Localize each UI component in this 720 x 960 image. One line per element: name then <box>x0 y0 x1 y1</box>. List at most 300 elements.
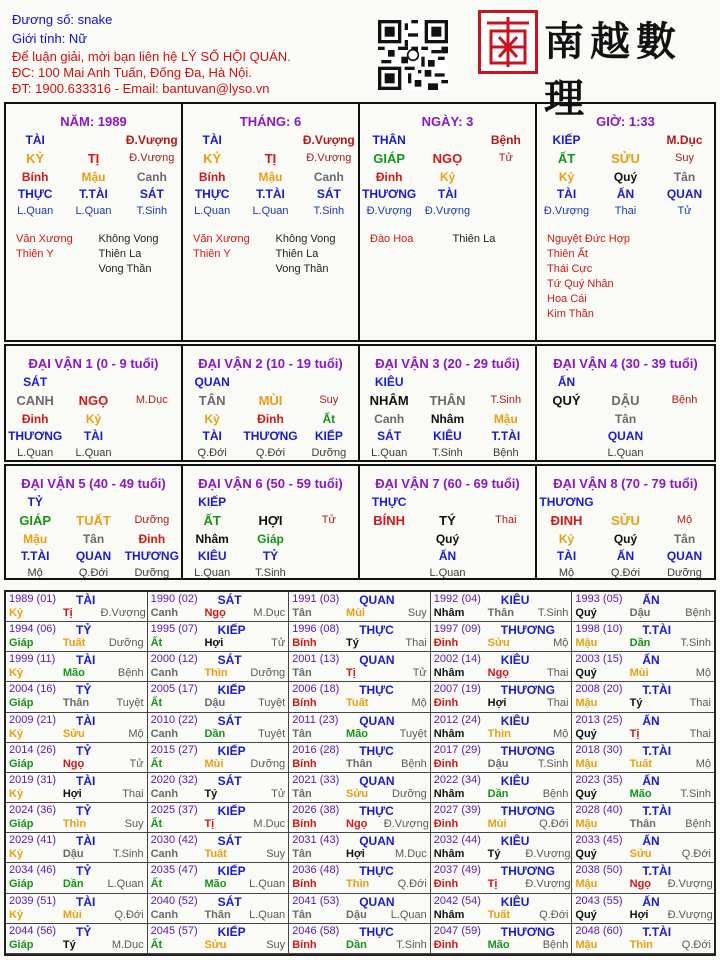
year-label: 2033 (45) <box>575 834 623 847</box>
year-label: 2006 (18) <box>292 683 340 696</box>
pillar-god: TÀI <box>202 133 222 147</box>
star: Thiên La <box>275 248 319 260</box>
luck-gods-row <box>360 429 535 443</box>
year-cell <box>148 803 290 833</box>
year-label: 1994 (06) <box>9 623 57 636</box>
year-label: 2018 (30) <box>575 743 623 756</box>
year-stem: Nhâm <box>433 848 465 861</box>
four-pillars <box>4 102 716 342</box>
year-label: 2017 (29) <box>433 743 481 756</box>
luck-stem: CANH <box>16 393 54 408</box>
year-cell <box>572 833 714 863</box>
hidden-god: THƯƠNG <box>243 429 298 443</box>
year-god: KIÊU <box>500 773 530 788</box>
year-detail <box>9 818 144 830</box>
luck-title: ĐẠI VẬN 2 (10 - 19 tuổi) <box>198 356 343 371</box>
luck-stem-branch-row <box>6 512 181 529</box>
pillar-stem: ẤT <box>557 151 576 166</box>
year-cell <box>148 743 290 773</box>
hidden-stem <box>360 532 418 546</box>
luck-stages-row <box>6 566 181 578</box>
hidden-god: T.TÀI <box>20 549 50 563</box>
hidden-god: TÀI <box>437 187 458 201</box>
year-detail <box>434 607 569 619</box>
year-stage: T.Sinh <box>396 938 427 951</box>
pillar-stem-branch-row <box>183 150 358 167</box>
pillar-state: Đ.Vượng <box>125 133 178 147</box>
year-god: ẤN <box>642 834 660 849</box>
pillar-title: GIỜ: 1:33 <box>596 114 655 129</box>
year-branch: Mùi <box>487 818 507 831</box>
year-branch: Hợi <box>204 637 224 650</box>
year-branch: Sửu <box>204 938 227 951</box>
hidden-god: THỰC <box>194 187 230 201</box>
spacer <box>477 375 535 389</box>
hidden-stem: Kỷ <box>439 170 456 184</box>
year-label: 2044 (56) <box>9 924 57 937</box>
year-cell <box>289 622 431 652</box>
year-cell <box>572 713 714 743</box>
luck-god: SÁT <box>23 375 48 389</box>
hidden-stem: Canh <box>313 170 344 184</box>
year-cell <box>572 863 714 893</box>
year-stage: Suy <box>266 848 286 861</box>
year-detail <box>151 939 286 951</box>
year-cell <box>431 773 573 803</box>
year-cell <box>289 682 431 712</box>
year-label: 2007 (19) <box>433 683 481 696</box>
year-label: 1990 (02) <box>150 593 198 605</box>
hidden-god: ẤN <box>616 549 635 563</box>
year-god: SÁT <box>217 653 242 668</box>
year-stem: Đinh <box>433 938 459 951</box>
year-stage: Thai <box>122 787 144 800</box>
year-label: 2009 (21) <box>9 713 57 726</box>
year-stage: L.Quan <box>249 908 286 921</box>
year-stage: Thai <box>405 637 427 650</box>
year-stage: Đ.Vượng <box>100 607 146 619</box>
year-god: KIẾP <box>217 804 246 819</box>
year-stem: Tân <box>292 848 312 861</box>
star: Nguyệt Đức Hợp <box>547 233 631 245</box>
year-label: 2035 (47) <box>150 864 198 877</box>
pillar-branch: NGỌ <box>432 151 463 166</box>
year-stem: Mậu <box>575 878 598 891</box>
stage: Dưỡng <box>311 447 347 459</box>
year-cell <box>572 682 714 712</box>
year-label: 2037 (49) <box>433 864 481 877</box>
hidden-god <box>537 429 596 443</box>
year-detail <box>292 939 427 951</box>
spacer <box>655 495 714 509</box>
luck-stem-branch-row <box>360 512 535 529</box>
hidden-god: KIẾP <box>314 429 343 443</box>
year-stem: Quý <box>575 848 597 861</box>
year-god: T.TÀI <box>642 623 672 638</box>
year-label: 2013 (25) <box>575 713 623 726</box>
spacer <box>596 495 655 509</box>
year-detail <box>292 878 427 890</box>
luck-god: KIẾP <box>198 495 227 509</box>
year-label: 2026 (38) <box>292 804 340 817</box>
year-detail <box>434 697 569 709</box>
year-god: THỰC <box>359 623 394 638</box>
spacer <box>123 375 181 389</box>
year-label: 2024 (36) <box>9 804 57 817</box>
year-cell <box>431 743 573 773</box>
year-god: TỶ <box>76 743 92 758</box>
pillar-branch: TỊ <box>87 151 100 166</box>
year-cell <box>148 652 290 682</box>
pillar-stem: KỶ <box>203 151 222 166</box>
stage <box>477 566 535 578</box>
spacer <box>241 375 299 389</box>
year-label: 2003 (15) <box>575 653 623 666</box>
year-label: 2015 (27) <box>150 743 198 756</box>
spacer <box>418 133 476 147</box>
luck-branch: HỢI <box>258 513 283 528</box>
year-cell <box>148 713 290 743</box>
stage: Q.Đới <box>197 447 227 459</box>
year-cell <box>431 833 573 863</box>
address: ĐC: 100 Mai Anh Tuấn, Đống Đa, Hà Nội. <box>12 65 252 80</box>
year-god: KIẾP <box>217 743 246 758</box>
hidden-stem: Canh <box>136 170 167 184</box>
pillar-gods-row <box>360 187 535 201</box>
year-stem: Bính <box>292 697 317 710</box>
year-stem: Quý <box>575 787 597 800</box>
hidden-stem: Mậu <box>23 532 48 546</box>
luck-period-7 <box>360 466 537 578</box>
spacer <box>241 495 299 509</box>
year-branch: Dần <box>204 727 226 740</box>
luck-stages-row <box>183 446 358 460</box>
year-stem: Bính <box>292 878 317 891</box>
hidden-god: THƯƠNG <box>362 187 417 201</box>
hidden-god: SÁT <box>316 187 341 201</box>
year-branch: Mùi <box>204 757 224 770</box>
hidden-stem: Đinh <box>21 412 49 426</box>
spacer <box>241 133 299 147</box>
year-branch: Hợi <box>629 908 649 921</box>
year-detail <box>434 909 569 921</box>
hidden-stem: Nhâm <box>195 532 229 546</box>
year-detail <box>575 667 711 679</box>
year-stem: Quý <box>575 908 597 921</box>
phone-email: ĐT: 1900.633316 - Email: bantuvan@lyso.vn <box>12 81 270 96</box>
pillar-branch-state: Đ.Vượng <box>306 152 352 164</box>
stars-good <box>370 232 453 247</box>
pillar-stages-row <box>6 204 181 218</box>
stage: Mộ <box>27 567 43 578</box>
year-stage: Mộ <box>128 727 144 740</box>
luck-periods-5-8 <box>4 464 716 580</box>
year-god: TÀI <box>76 713 96 728</box>
year-cell <box>6 652 148 682</box>
hidden-god: QUAN <box>666 187 703 201</box>
year-god: TÀI <box>76 773 96 788</box>
year-detail <box>151 697 286 709</box>
luck-stem-branch-row <box>183 512 358 529</box>
luck-god: KIÊU <box>374 375 404 389</box>
spacer <box>418 375 476 389</box>
year-god: KIÊU <box>500 894 530 909</box>
hidden-god: QUAN <box>75 549 112 563</box>
stage: L.Quan <box>194 205 231 217</box>
year-stem: Quý <box>575 727 597 740</box>
year-cell <box>572 622 714 652</box>
year-detail <box>434 848 569 860</box>
year-god: TÀI <box>76 653 96 668</box>
year-label: 1998 (10) <box>575 623 623 636</box>
luck-hidden-row <box>537 412 714 426</box>
stage: T.Sinh <box>255 567 286 578</box>
luck-period-1 <box>6 346 183 460</box>
logo-seal-icon <box>478 10 538 74</box>
hidden-god: TÀI <box>556 549 577 563</box>
luck-gods-row <box>6 429 181 443</box>
year-stage: T.Sinh <box>113 848 144 861</box>
hidden-stem: Mậu <box>258 170 283 184</box>
year-god: ẤN <box>642 713 660 728</box>
year-label: 2010 (22) <box>150 713 198 726</box>
luck-title: ĐẠI VẬN 3 (20 - 29 tuổi) <box>375 356 520 371</box>
year-stage: Dưỡng <box>392 787 427 800</box>
pillar-hidden-row <box>537 170 714 184</box>
year-branch: Dần <box>62 878 84 891</box>
luck-state: T.Sinh <box>490 394 522 406</box>
hidden-god: ẤN <box>438 549 457 563</box>
year-branch: Thìn <box>346 878 370 891</box>
luck-gods-row <box>360 549 535 563</box>
year-stem: Canh <box>150 848 179 861</box>
year-branch: Dần <box>629 637 651 650</box>
year-branch: Mão <box>487 938 510 951</box>
year-branch: Thìn <box>487 727 511 740</box>
year-god: T.TÀI <box>642 924 672 939</box>
year-label: 2027 (39) <box>433 804 481 817</box>
year-stem: Tân <box>292 727 312 740</box>
year-cell <box>6 592 148 622</box>
star: Kim Thần <box>547 308 594 320</box>
stage: Mộ <box>558 567 575 578</box>
year-stem: Kỷ <box>9 848 24 861</box>
year-god: KIẾP <box>217 924 246 939</box>
luck-god: THƯƠNG <box>539 495 594 509</box>
hidden-god <box>477 549 535 563</box>
year-detail <box>292 697 427 709</box>
year-god: QUAN <box>359 894 395 909</box>
year-god: T.TÀI <box>642 743 672 758</box>
year-detail <box>9 607 144 619</box>
year-cell <box>6 682 148 712</box>
pillar-3 <box>360 104 537 340</box>
year-stem: Nhâm <box>433 787 465 800</box>
year-label: 2019 (31) <box>9 773 57 786</box>
year-branch: Thân <box>204 908 231 921</box>
year-cell <box>148 622 290 652</box>
pillar-2 <box>183 104 360 340</box>
year-label: 2028 (40) <box>575 804 623 817</box>
year-stage: Bệnh <box>685 818 711 831</box>
year-branch: Tuất <box>62 637 86 650</box>
pillar-state: M.Dục <box>666 133 703 147</box>
luck-god-row <box>537 375 714 389</box>
pillar-branch: SỬU <box>611 151 640 166</box>
year-detail <box>9 909 144 921</box>
hidden-god: SÁT <box>377 429 402 443</box>
year-detail <box>434 878 569 890</box>
year-branch: Dần <box>346 938 367 951</box>
year-stage: Bệnh <box>685 607 711 619</box>
year-detail <box>575 909 711 921</box>
luck-title: ĐẠI VẬN 6 (50 - 59 tuổi) <box>198 476 343 491</box>
year-detail <box>292 909 427 921</box>
year-stem: Đinh <box>433 757 459 770</box>
year-label: 1996 (08) <box>292 623 340 636</box>
year-god: THƯƠNG <box>500 864 555 879</box>
luck-branch: TÝ <box>439 513 456 528</box>
spacer <box>655 375 714 389</box>
luck-god-row <box>6 375 181 389</box>
year-cell <box>431 622 573 652</box>
year-branch: Tị <box>629 727 640 740</box>
luck-stem: BÍNH <box>373 513 406 528</box>
pillar-hidden-row <box>6 170 181 184</box>
year-detail <box>9 939 144 951</box>
pillar-god: THÂN <box>372 133 406 147</box>
hidden-stem: Kỷ <box>85 412 102 426</box>
year-label: 2029 (41) <box>9 834 57 847</box>
pillar-gods-row <box>6 187 181 201</box>
luck-period-3 <box>360 346 537 460</box>
year-branch: Thìn <box>62 818 87 831</box>
spacer <box>123 495 181 509</box>
year-stage: Tuyệt <box>399 727 427 740</box>
year-label: 1991 (03) <box>292 593 340 605</box>
stars-box <box>360 232 535 247</box>
stars-good <box>547 232 714 322</box>
pillar-branch-state: Suy <box>675 152 694 164</box>
stage: Tử <box>677 205 692 217</box>
stage: Thai <box>614 205 637 217</box>
luck-god: TỶ <box>27 495 43 509</box>
year-detail <box>434 788 569 800</box>
hidden-stem: Mậu <box>493 412 518 426</box>
year-label: 2022 (34) <box>433 773 481 786</box>
year-label: 2012 (24) <box>433 713 481 726</box>
pillar-branch-state: Tử <box>498 152 513 164</box>
stars-good <box>16 232 99 277</box>
year-branch: Tuất <box>487 908 511 921</box>
contact-invite: Để luận giải, mời bạn liên hệ LÝ SỐ HỘI QUÁN. <box>12 49 291 64</box>
hidden-god: TÀI <box>83 429 104 443</box>
year-stem: Mậu <box>575 697 598 710</box>
year-stage: Tuyệt <box>116 697 144 710</box>
pillar-stages-row <box>537 204 714 218</box>
year-label: 2008 (20) <box>575 683 623 696</box>
stage: Đ.Vượng <box>366 205 412 217</box>
pillar-gods-row <box>537 187 714 201</box>
year-god: KIẾP <box>217 623 246 638</box>
stage: L.Quan <box>252 205 289 217</box>
pillar-god: TÀI <box>25 133 45 147</box>
year-stem: Giáp <box>9 637 34 650</box>
year-detail <box>575 848 711 860</box>
luck-state: Thai <box>495 514 517 526</box>
luck-title: ĐẠI VẬN 1 (0 - 9 tuổi) <box>28 356 159 371</box>
year-god: QUAN <box>359 773 395 788</box>
year-branch: Tý <box>487 848 501 861</box>
year-stem: Tân <box>292 667 312 680</box>
year-detail <box>9 637 144 649</box>
year-label: 2004 (16) <box>9 683 57 696</box>
year-cell <box>6 773 148 803</box>
stage: Đ.Vượng <box>424 205 471 217</box>
luck-state: M.Dục <box>135 394 168 406</box>
year-branch: Thân <box>62 697 90 710</box>
year-stem: Mậu <box>575 637 598 650</box>
luck-gods-row <box>537 549 714 563</box>
year-god: TÀI <box>76 834 96 849</box>
year-stage: L.Quan <box>107 878 144 891</box>
year-branch: Hợi <box>346 848 365 861</box>
year-cell <box>148 833 290 863</box>
year-stem: Canh <box>150 667 179 680</box>
year-detail <box>151 758 286 770</box>
year-label: 2014 (26) <box>9 743 57 756</box>
luck-hidden-row <box>183 532 358 546</box>
year-branch: Tý <box>629 697 643 710</box>
year-cell <box>6 803 148 833</box>
year-stem: Bính <box>292 757 317 770</box>
hidden-god <box>300 549 358 563</box>
year-detail <box>575 728 711 740</box>
star: Vong Thần <box>275 263 329 275</box>
year-detail <box>434 667 569 679</box>
year-god: THỰC <box>359 743 394 758</box>
hidden-stem: Bính <box>21 170 49 184</box>
year-stage: T.Sinh <box>537 757 569 770</box>
year-label: 1997 (09) <box>433 623 481 636</box>
star: Đào Hoa <box>370 233 414 245</box>
year-god: KIẾP <box>217 864 246 879</box>
luck-stem: ĐINH <box>550 513 583 528</box>
year-stage: M.Dục <box>253 818 286 831</box>
year-cell <box>431 894 573 924</box>
year-label: 2039 (51) <box>9 894 57 907</box>
hidden-stem: Mậu <box>81 170 106 184</box>
hidden-god: THƯƠNG <box>124 549 179 563</box>
hidden-stem: Đinh <box>257 412 284 426</box>
year-cell <box>289 652 431 682</box>
luck-branch: SỬU <box>611 513 640 528</box>
stage <box>300 566 358 578</box>
year-god: THƯƠNG <box>500 743 555 758</box>
hidden-stem: Tân <box>673 532 696 546</box>
year-god: THƯƠNG <box>500 683 555 698</box>
year-cell <box>431 652 573 682</box>
year-detail <box>151 607 286 619</box>
year-label: 2040 (52) <box>150 894 198 907</box>
stars-bad <box>99 232 182 277</box>
stage: Dưỡng <box>667 567 702 578</box>
year-stem: Bính <box>292 938 317 951</box>
hidden-stem: Ất <box>322 412 336 426</box>
hidden-god: KIÊU <box>197 549 227 563</box>
year-stage: Bệnh <box>401 757 427 770</box>
star: Không Vong <box>98 233 159 245</box>
